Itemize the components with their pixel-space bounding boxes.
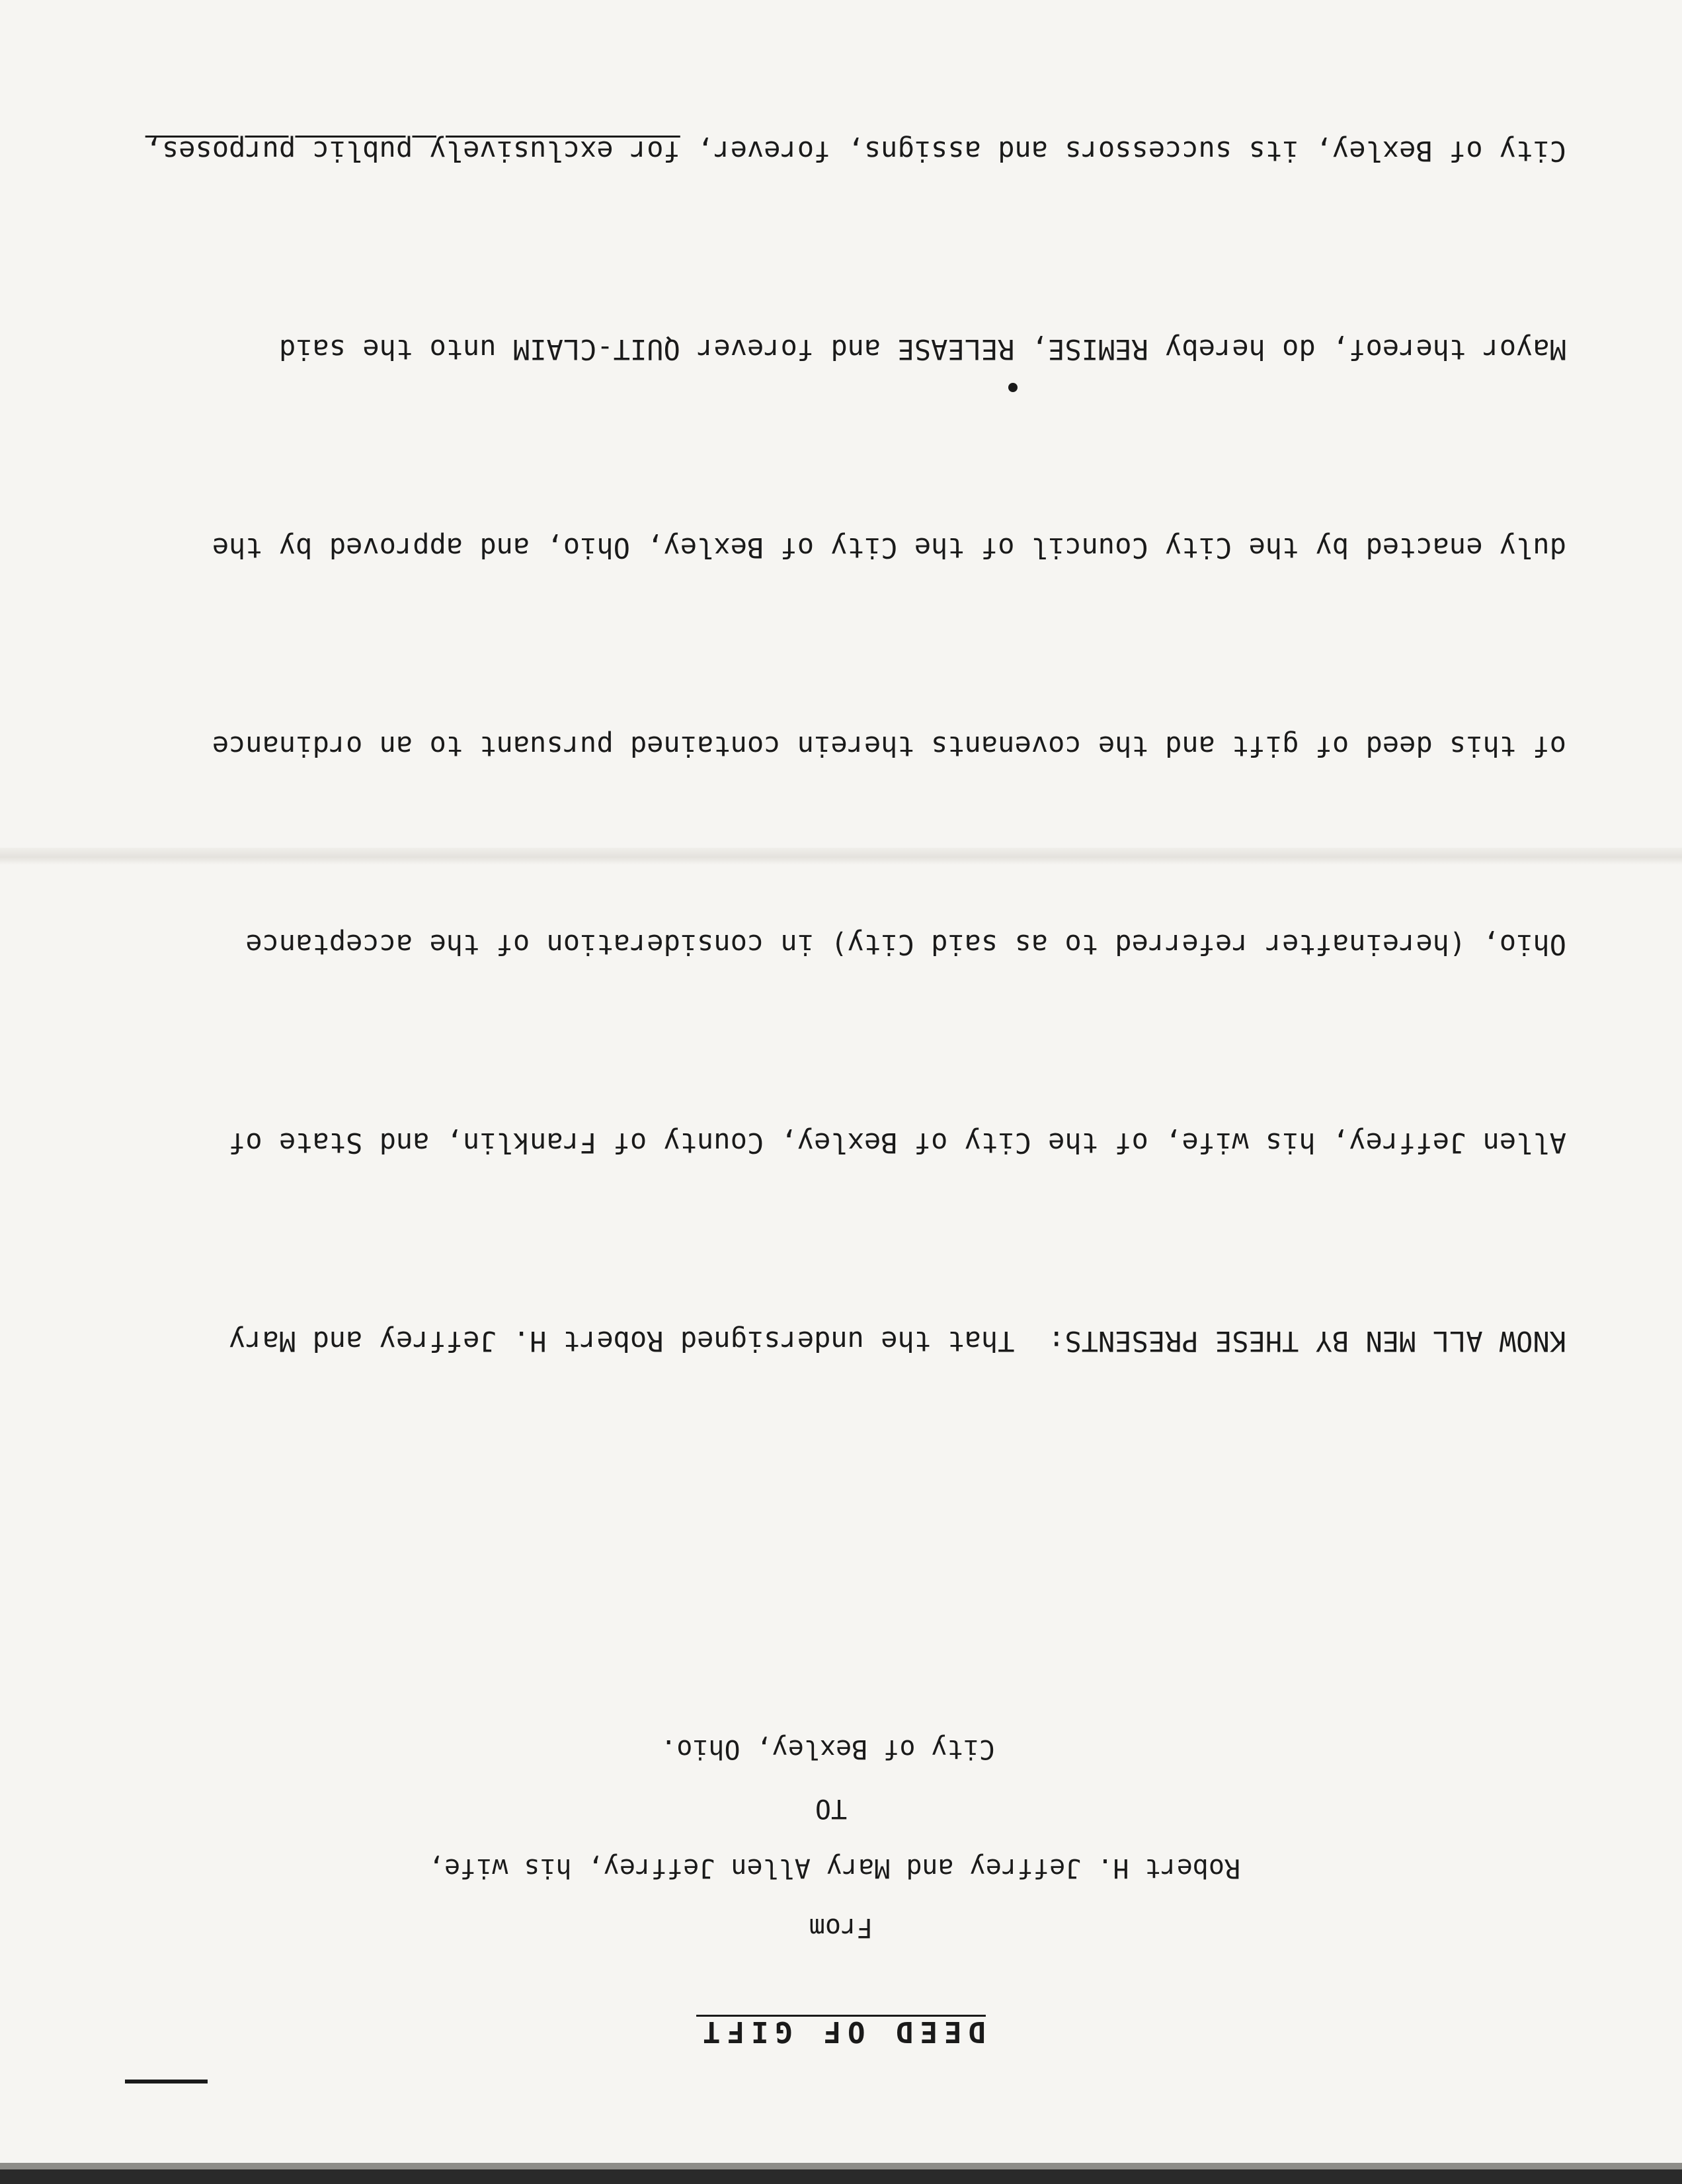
body-line: KNOW ALL MEN BY THESE PRESENTS: That the undersigned Robert H. Jeffrey and Mary <box>229 1325 1566 1357</box>
from-label: From <box>809 1912 873 1943</box>
body-line: Mayor thereof, do hereby REMISE, RELEASE and forever QUIT-CLAIM unto the said <box>278 333 1566 366</box>
corner-mark <box>125 2080 208 2083</box>
grantors-line: Robert H. Jeffrey and Mary Allen Jeffrey, his wife, <box>428 1853 1241 1883</box>
body-line: of this deed of gift and the covenants therein contained pursuant to an ordinance <box>212 730 1566 762</box>
deed-title: DEED OF GIFT <box>696 2015 986 2048</box>
to-label: TO <box>815 1793 848 1824</box>
deed-body <box>65 0 1566 1506</box>
body-line: duly enacted by the City Council of the City of Bexley, Ohio, and approved by the <box>212 532 1566 564</box>
body-line: Allen Jeffrey, his wife, of the City of Bexley, County of Franklin, and State of <box>229 1127 1566 1159</box>
public-purposes-clause: for exclusively public purposes, <box>145 135 680 167</box>
ink-dot <box>1008 383 1018 392</box>
body-line-start: City of Bexley, its successors and assigns, forever, <box>680 135 1566 167</box>
scan-edge-shadow <box>0 2163 1682 2169</box>
body-line-purpose <box>65 118 1566 184</box>
grantee-line: City of Bexley, Ohio. <box>661 1734 995 1764</box>
scan-edge <box>0 2169 1682 2184</box>
body-line: Ohio, (hereinafter referred to as said City) in consideration of the acceptance <box>245 928 1566 961</box>
